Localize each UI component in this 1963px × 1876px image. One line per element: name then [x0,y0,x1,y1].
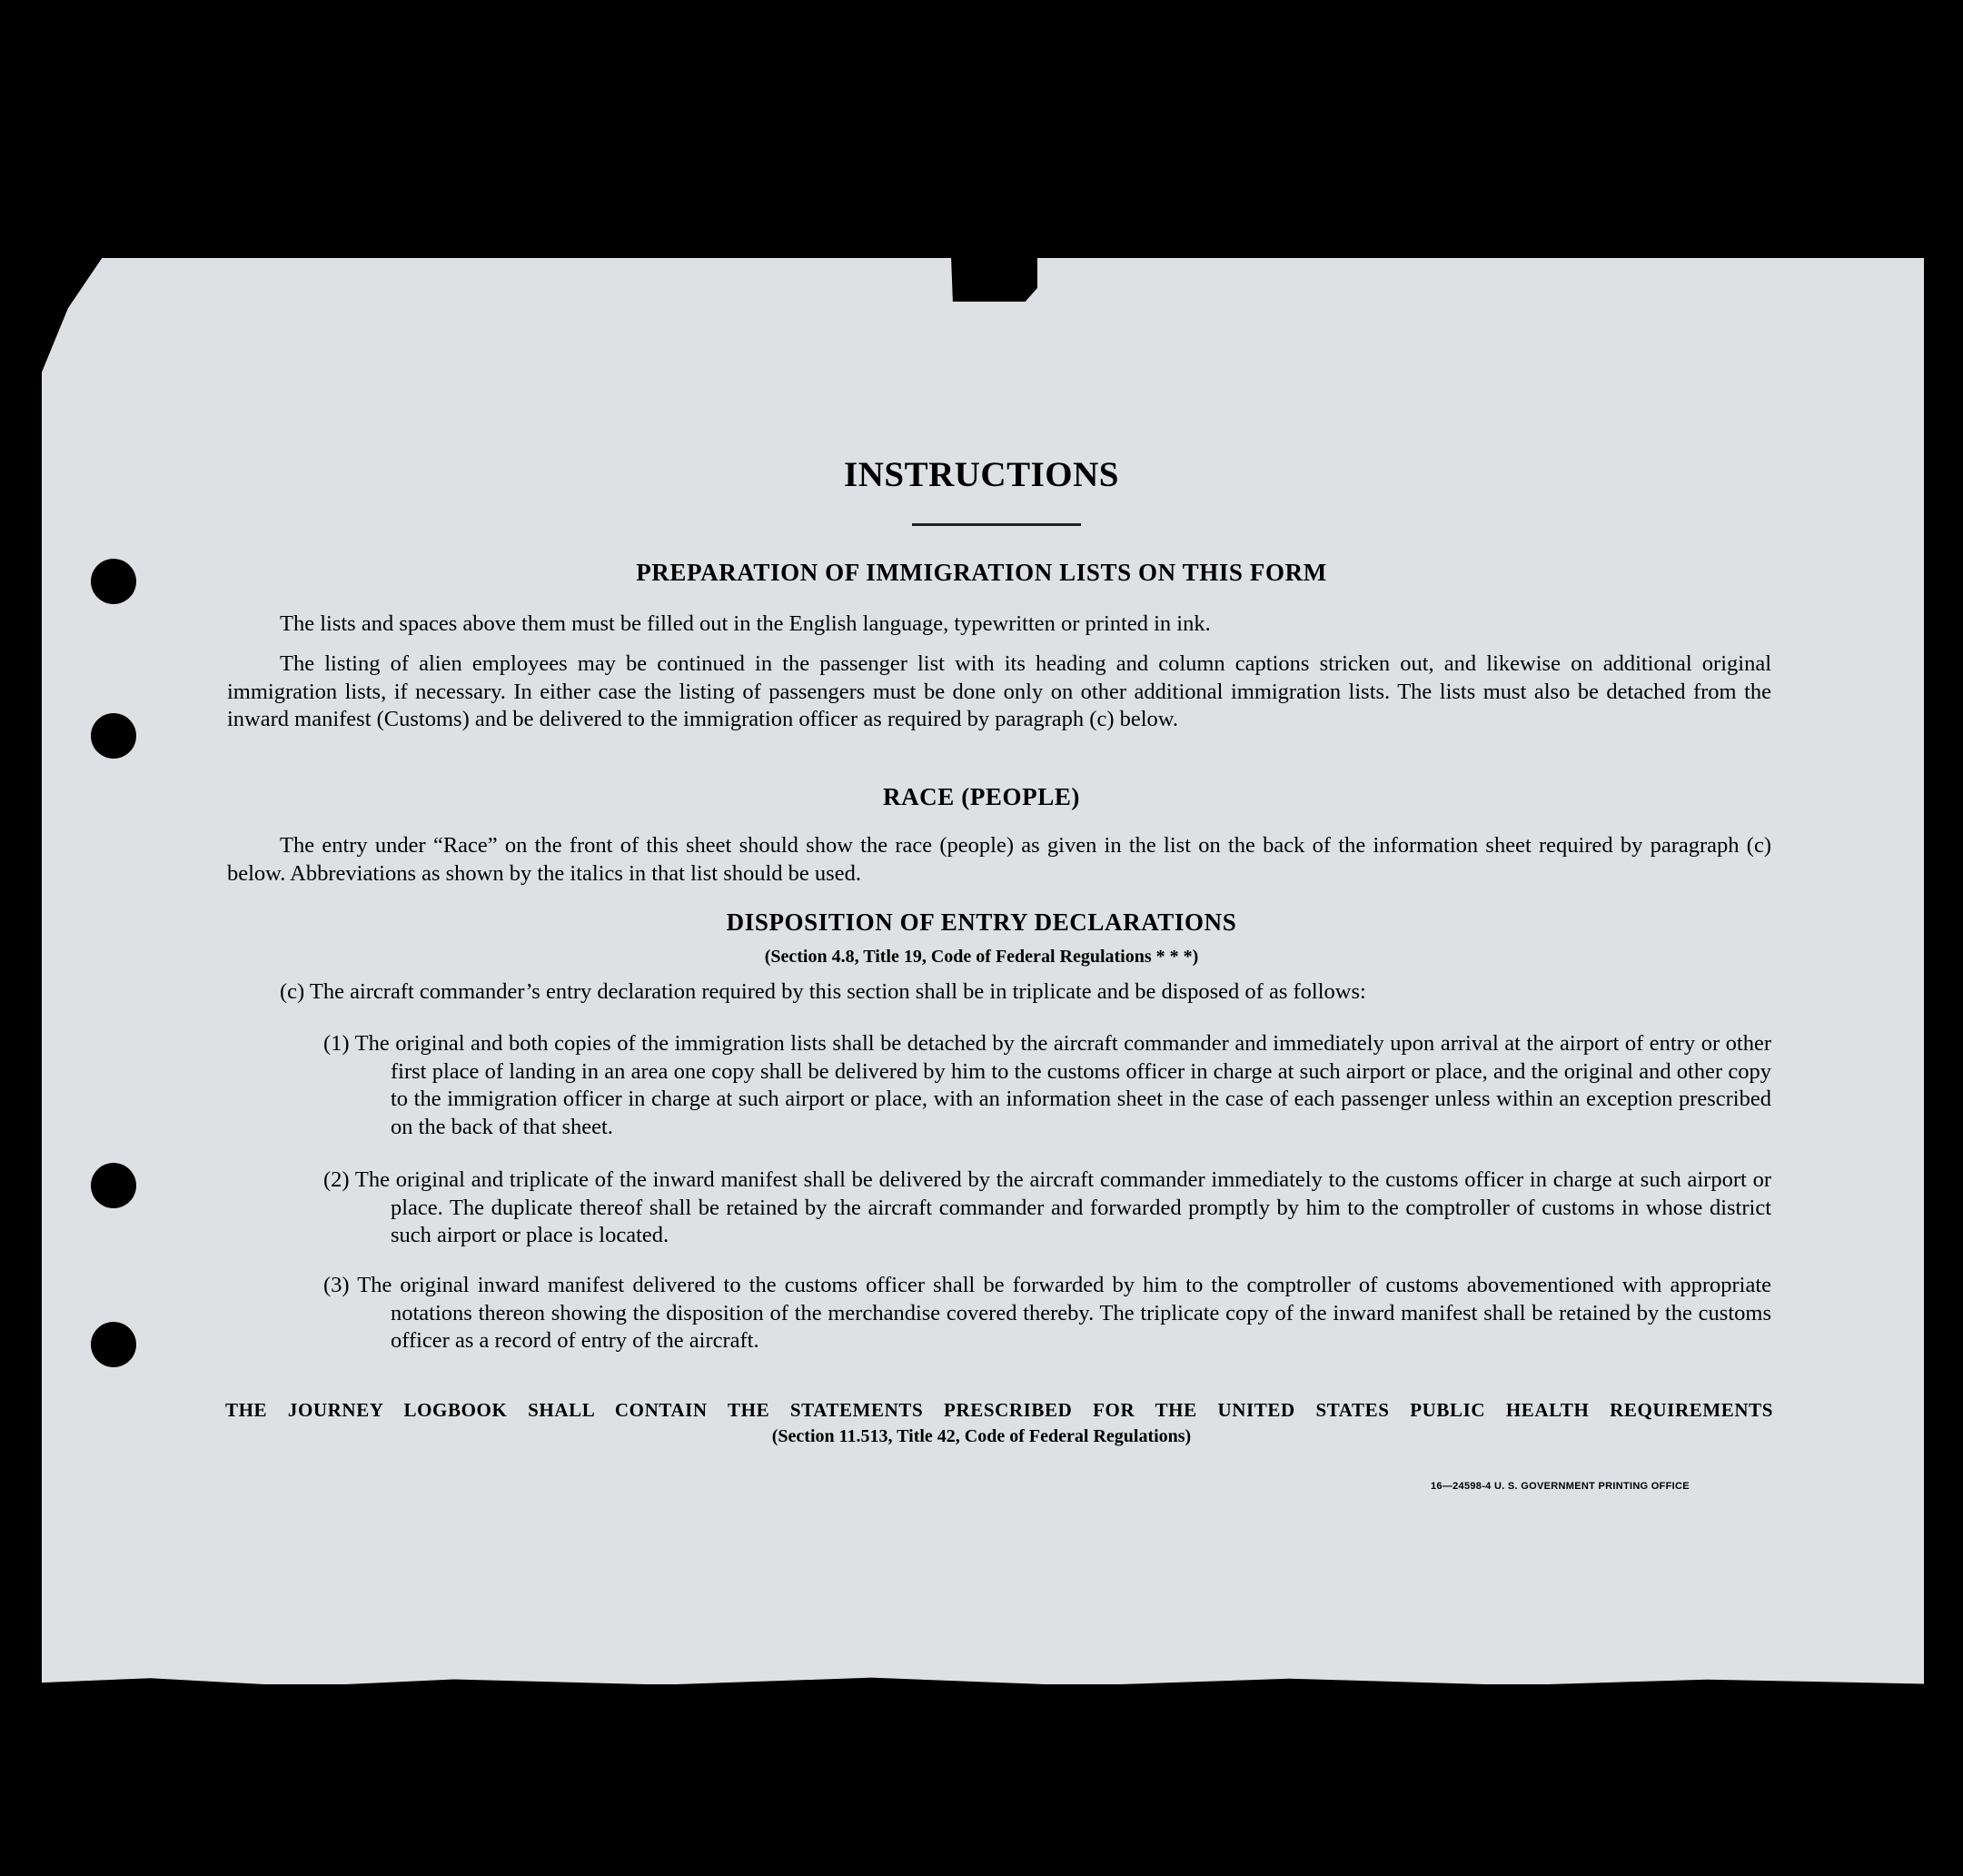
list-item: (3) The original inward manifest delivered to the customs officer shall be forwarded by him to the comptroller of customs abovementioned with appropriate notations thereon showing the disposition of the merchandise covered thereby. The triplicate copy of the inward manifest shall be retained by the customs officer as a record of entry of the aircraft. [323,1273,1771,1353]
printer-imprint: 16—24598-4 U. S. GOVERNMENT PRINTING OFFICE [1431,1481,1690,1492]
footer-statement: THE JOURNEY LOGBOOK SHALL CONTAIN THE STATEMENTS PRESCRIBED FOR THE UNITED STATES PUBLIC HEALTH REQUIREMENTS [225,1399,1773,1421]
page-title: INSTRUCTIONS [844,455,1119,494]
paragraph: (c) The aircraft commander’s entry declaration required by this section shall be in triplicate and be disposed of as follows: [280,979,1366,1004]
punch-hole [91,1322,136,1367]
binding-tab [951,256,1037,302]
section-heading-race: RACE (PEOPLE) [882,783,1081,810]
section-heading-disposition: DISPOSITION OF ENTRY DECLARATIONS [726,908,1237,936]
paragraph: The entry under “Race” on the front of this sheet should show the race (people) as given in the list on the back of the information sheet required by paragraph (c) below. Abbreviations as shown by the italics in that list should be used. [227,833,1771,886]
section-heading-preparation: PREPARATION OF IMMIGRATION LISTS ON THIS FORM [636,559,1327,586]
paragraph: The listing of alien employees may be continued in the passenger list with its heading and column captions stricken out, and likewise on additional original immigration lists, if necessary. In either case the listing of passengers must be done only on other additional immigration lists. The lists must also be detached from the inward manifest (Customs) and be delivered to the immigration officer as required by paragraph (c) below. [227,651,1771,731]
paragraph: The lists and spaces above them must be filled out in the English language, typewritten or printed in ink. [280,611,1211,636]
title-rule [912,523,1081,526]
list-item: (1) The original and both copies of the immigration lists shall be detached by the aircraft commander and immediately upon arrival at the airport of entry or other first place of landing in an area one copy shall be delivered by him to the customs officer in charge at such airport or place, and the original and other copy to the immigration officer in charge at such airport or place, with an information sheet in the case of each passenger unless within an exception prescribed on the back of that sheet. [323,1031,1771,1139]
section-citation: (Section 4.8, Title 19, Code of Federal Regulations * * *) [764,947,1199,967]
punch-hole [91,713,136,759]
punch-hole [91,1163,136,1208]
list-item: (2) The original and triplicate of the inward manifest shall be delivered by the aircraft commander immediately to the customs officer in charge at such airport or place. The duplicate thereof shall be retained by the aircraft commander and forwarded promptly by him to the comptroller of customs in whose district such airport or place is located. [323,1167,1771,1247]
footer-citation: (Section 11.513, Title 42, Code of Federal Regulations) [771,1426,1192,1446]
